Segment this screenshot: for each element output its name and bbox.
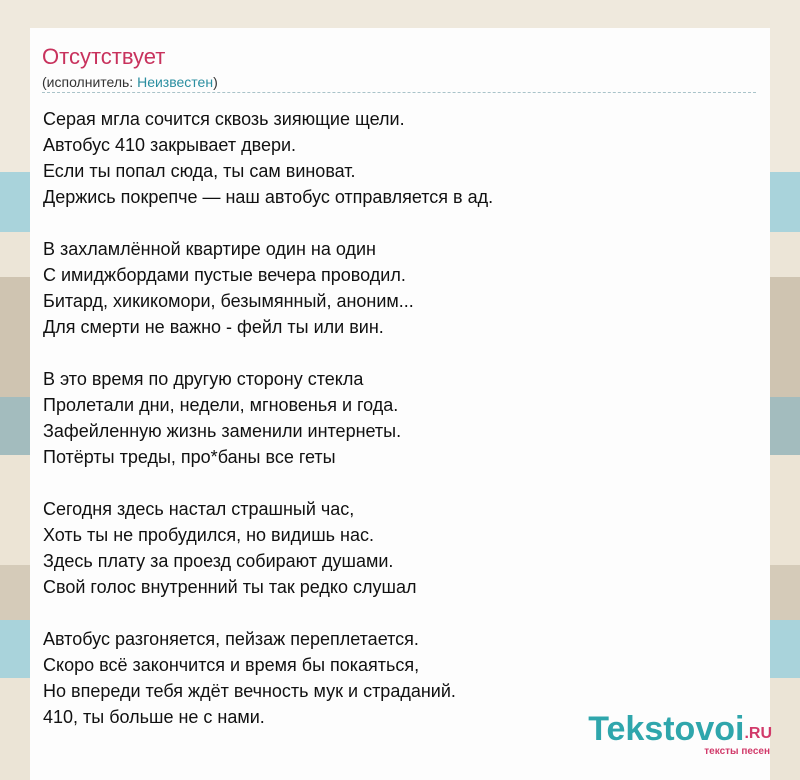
lyric-line: Хоть ты не пробудился, но видишь нас. (43, 525, 374, 545)
artist-link[interactable]: Неизвестен (137, 74, 214, 90)
lyric-line: Для смерти не важно - фейл ты или вин. (43, 317, 384, 337)
lyric-line: Автобус 410 закрывает двери. (43, 135, 297, 155)
lyrics-text (43, 106, 493, 730)
lyric-line: В это время по другую сторону стекла (43, 369, 364, 389)
lyric-line: Пролетали дни, недели, мгновенья и года. (43, 395, 399, 415)
stanza-3 (43, 366, 493, 470)
lyric-line: Скоро всё закончится и время бы покаяться, (43, 655, 420, 675)
title-divider (42, 92, 756, 93)
artist-suffix: ) (213, 74, 218, 90)
lyric-line: Но впереди тебя ждёт вечность мук и страданий. (43, 681, 456, 701)
lyric-line: Потёрты треды, про*баны все геты (43, 447, 336, 467)
lyric-line: Серая мгла сочится сквозь зияющие щели. (43, 109, 405, 129)
logo-wordmark: Tekstovoi (588, 710, 745, 748)
logo-tagline: тексты песен (704, 746, 770, 757)
lyric-line: С имиджбордами пустые вечера проводил. (43, 265, 406, 285)
lyric-line: Свой голос внутренний ты так редко слушал (43, 577, 417, 597)
tekstovoi-logo[interactable] (588, 712, 772, 758)
song-title: Отсутствует (42, 44, 166, 69)
artist-prefix: (исполнитель: (42, 74, 138, 90)
stanza-5 (43, 626, 493, 730)
lyric-line: Если ты попал сюда, ты сам виноват. (43, 161, 356, 181)
lyric-line: В захламлённой квартире один на один (43, 239, 376, 259)
stanza-1 (43, 106, 493, 210)
lyric-line: Сегодня здесь настал страшный час, (43, 499, 355, 519)
lyric-line: Автобус разгоняется, пейзаж переплетается. (43, 629, 419, 649)
stanza-2 (43, 236, 493, 340)
lyric-line: Держись покрепче — наш автобус отправляется в ад. (43, 187, 494, 207)
lyrics-panel (30, 28, 770, 780)
lyric-line: Здесь плату за проезд собирают душами. (43, 551, 394, 571)
lyric-line: Зафейленную жизнь заменили интернеты. (43, 421, 402, 441)
logo-domain-suffix: .RU (744, 725, 772, 742)
artist-line (42, 73, 218, 91)
stanza-4 (43, 496, 493, 600)
lyric-line: Битард, хикикомори, безымянный, аноним... (43, 291, 414, 311)
lyric-line: 410, ты больше не с нами. (43, 707, 265, 727)
